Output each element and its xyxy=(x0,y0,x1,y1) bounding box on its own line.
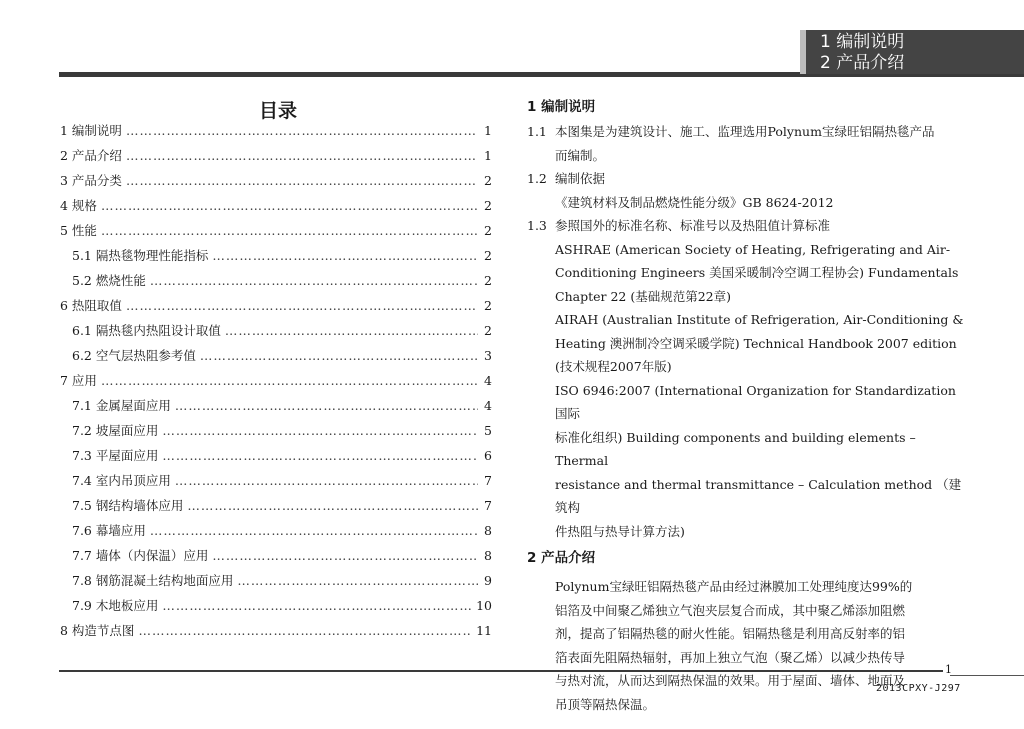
toc-entry-label: 8 构造节点图 xyxy=(60,623,135,638)
toc-entry-label: 4 规格 xyxy=(60,198,97,213)
toc-entry-page: 7 xyxy=(484,473,492,488)
toc-leader-dots xyxy=(126,173,478,188)
table-of-contents xyxy=(60,121,492,646)
toc-entry-label: 7.1 金属屋面应用 xyxy=(72,398,171,413)
toc-entry-page: 5 xyxy=(484,423,492,438)
toc-entry-label: 6.1 隔热毯内热阻设计取值 xyxy=(72,323,221,338)
section-1-body xyxy=(527,120,967,543)
toc-leader-dots xyxy=(150,273,478,288)
toc-leader-dots xyxy=(225,323,478,338)
toc-entry-page: 9 xyxy=(484,573,492,588)
toc-entry-label: 3 产品分类 xyxy=(60,173,122,188)
toc-entry[interactable] xyxy=(60,321,492,346)
bottom-rule xyxy=(59,670,943,672)
toc-entry[interactable] xyxy=(60,521,492,546)
toc-leader-dots xyxy=(175,473,478,488)
header-box xyxy=(800,30,1024,74)
toc-entry[interactable] xyxy=(60,371,492,396)
toc-entry-label: 7.6 幕墙应用 xyxy=(72,523,146,538)
toc-entry[interactable] xyxy=(60,496,492,521)
toc-entry-page: 2 xyxy=(484,273,492,288)
toc-entry[interactable] xyxy=(60,571,492,596)
toc-entry[interactable] xyxy=(60,221,492,246)
toc-entry-page: 1 xyxy=(484,148,492,163)
toc-entry-label: 7.7 墙体（内保温）应用 xyxy=(72,548,209,563)
toc-entry[interactable] xyxy=(60,421,492,446)
toc-entry[interactable] xyxy=(60,446,492,471)
toc-entry[interactable] xyxy=(60,121,492,146)
clause-line: 参照国外的标准名称、标准号以及热阻值计算标准 xyxy=(555,218,831,233)
toc-entry-label: 7.5 钢结构墙体应用 xyxy=(72,498,184,513)
toc-entry[interactable] xyxy=(60,621,492,646)
intro-line: Polynum宝绿旺铝隔热毯产品由经过淋膜加工处理纯度达99%的 xyxy=(555,579,913,594)
toc-entry-label: 5 性能 xyxy=(60,223,97,238)
toc-entry[interactable] xyxy=(60,471,492,496)
toc-entry[interactable] xyxy=(60,396,492,421)
toc-entry-label: 7 应用 xyxy=(60,373,97,388)
intro-line: 铝箔及中间聚乙烯独立气泡夹层复合而成，其中聚乙烯添加阻燃 xyxy=(555,602,906,618)
toc-entry[interactable] xyxy=(60,171,492,196)
toc-entry-page: 7 xyxy=(484,498,492,513)
toc-entry-label: 7.3 平屋面应用 xyxy=(72,448,159,463)
toc-entry-label: 7.8 钢筋混凝土结构地面应用 xyxy=(72,573,234,588)
toc-entry[interactable] xyxy=(60,196,492,221)
header-line-1: 1 编制说明 xyxy=(820,32,905,52)
toc-leader-dots xyxy=(212,248,478,263)
clause-line: 本图集是为建筑设计、施工、监理选用Polynum宝绿旺铝隔热毯产品 xyxy=(555,124,935,139)
toc-leader-dots xyxy=(187,498,478,513)
toc-entry-label: 7.9 木地板应用 xyxy=(72,598,159,613)
drawing-code: 2013CPXY-J297 xyxy=(876,683,961,694)
toc-leader-dots xyxy=(162,448,478,463)
toc-entry-label: 6.2 空气层热阻参考值 xyxy=(72,348,196,363)
toc-leader-dots xyxy=(212,548,478,563)
clause-number: 1.2 xyxy=(527,171,547,186)
toc-leader-dots xyxy=(162,598,472,613)
intro-line: 箔表面先阻隔热辐射，再加上独立气泡（聚乙烯）以减少热传导 xyxy=(555,649,906,665)
section-2-body xyxy=(527,575,967,716)
toc-entry[interactable] xyxy=(60,296,492,321)
toc-entry-page: 1 xyxy=(484,123,492,138)
clause-line: (技术规程2007年版) xyxy=(555,359,672,374)
toc-leader-dots xyxy=(126,298,478,313)
toc-leader-dots xyxy=(101,373,478,388)
toc-leader-dots xyxy=(126,123,478,138)
clause-line: ISO 6946:2007 (International Organization for Standardization 国际 xyxy=(555,382,956,421)
toc-entry[interactable] xyxy=(60,146,492,171)
intro-line: 吊顶等隔热保温。 xyxy=(555,696,656,712)
toc-entry-label: 7.4 室内吊顶应用 xyxy=(72,473,171,488)
toc-entry-page: 2 xyxy=(484,173,492,188)
toc-entry-page: 2 xyxy=(484,248,492,263)
intro-line: 剂，提高了铝隔热毯的耐火性能。铝隔热毯是利用高反射率的铝 xyxy=(555,626,906,641)
toc-leader-dots xyxy=(138,623,472,638)
toc-entry-label: 6 热阻取值 xyxy=(60,298,122,313)
page-number: 1 xyxy=(945,663,952,676)
toc-entry-page: 8 xyxy=(484,548,492,563)
toc-entry-page: 8 xyxy=(484,523,492,538)
toc-leader-dots xyxy=(237,573,478,588)
intro-line: 与热对流，从而达到隔热保温的效果。用于屋面、墙体、地面及 xyxy=(555,673,906,688)
toc-entry-page: 2 xyxy=(484,223,492,238)
toc-leader-dots xyxy=(126,148,478,163)
toc-entry-page: 2 xyxy=(484,298,492,313)
toc-leader-dots xyxy=(175,398,478,413)
toc-entry[interactable] xyxy=(60,271,492,296)
toc-leader-dots xyxy=(200,348,478,363)
clause xyxy=(527,167,967,214)
toc-entry[interactable] xyxy=(60,596,492,621)
clause xyxy=(527,214,967,543)
toc-leader-dots xyxy=(150,523,478,538)
section-2-title: 2 产品介绍 xyxy=(527,550,596,566)
clause-line: 编制依据 xyxy=(555,171,606,186)
toc-entry-label: 5.2 燃烧性能 xyxy=(72,273,146,288)
toc-entry-label: 7.2 坡屋面应用 xyxy=(72,423,159,438)
clause-line: Conditioning Engineers 美国采暖制冷空调工程协会) Fundamentals xyxy=(555,265,959,280)
toc-entry-label: 5.1 隔热毯物理性能指标 xyxy=(72,248,209,263)
toc-entry-page: 2 xyxy=(484,198,492,213)
clause xyxy=(527,120,967,167)
clause-line: AIRAH (Australian Institute of Refrigeration, Air-Conditioning & xyxy=(555,312,964,327)
toc-leader-dots xyxy=(101,198,478,213)
clause-line: 标准化组织) Building components and building elements – Thermal xyxy=(555,429,916,468)
content-column xyxy=(527,96,967,716)
toc-entry-page: 11 xyxy=(476,623,492,638)
clause-line: 件热阻与热导计算方法) xyxy=(555,523,685,539)
clause-number: 1.3 xyxy=(527,218,547,233)
clause-line: Chapter 22 (基础规范第22章) xyxy=(555,288,731,304)
corner-rule xyxy=(950,675,1024,676)
toc-leader-dots xyxy=(101,223,478,238)
clause-line: 《建筑材料及制品燃烧性能分级》GB 8624-2012 xyxy=(555,194,834,210)
toc-entry-label: 2 产品介绍 xyxy=(60,148,122,163)
section-1-title: 1 编制说明 xyxy=(527,99,596,115)
clause-line: ASHRAE (American Society of Heating, Refrigerating and Air- xyxy=(555,241,951,257)
toc-entry-page: 4 xyxy=(484,398,492,413)
toc-entry[interactable] xyxy=(60,546,492,571)
clause-line: 而编制。 xyxy=(555,147,606,163)
toc-entry[interactable] xyxy=(60,346,492,371)
toc-entry-page: 6 xyxy=(484,448,492,463)
toc-leader-dots xyxy=(162,423,478,438)
toc-entry-page: 3 xyxy=(484,348,492,363)
clause-line: Heating 澳洲制冷空调采暖学院) Technical Handbook 2007 edition xyxy=(555,335,957,351)
toc-entry-page: 2 xyxy=(484,323,492,338)
toc-title: 目录 xyxy=(259,100,298,122)
clause-number: 1.1 xyxy=(527,124,547,139)
toc-entry-label: 1 编制说明 xyxy=(60,123,122,138)
clause-line: resistance and thermal transmittance – Calculation method （建筑构 xyxy=(555,476,962,515)
toc-entry-page: 4 xyxy=(484,373,492,388)
toc-entry-page: 10 xyxy=(476,598,492,613)
header-line-2: 2 产品介绍 xyxy=(820,53,905,73)
toc-entry[interactable] xyxy=(60,246,492,271)
